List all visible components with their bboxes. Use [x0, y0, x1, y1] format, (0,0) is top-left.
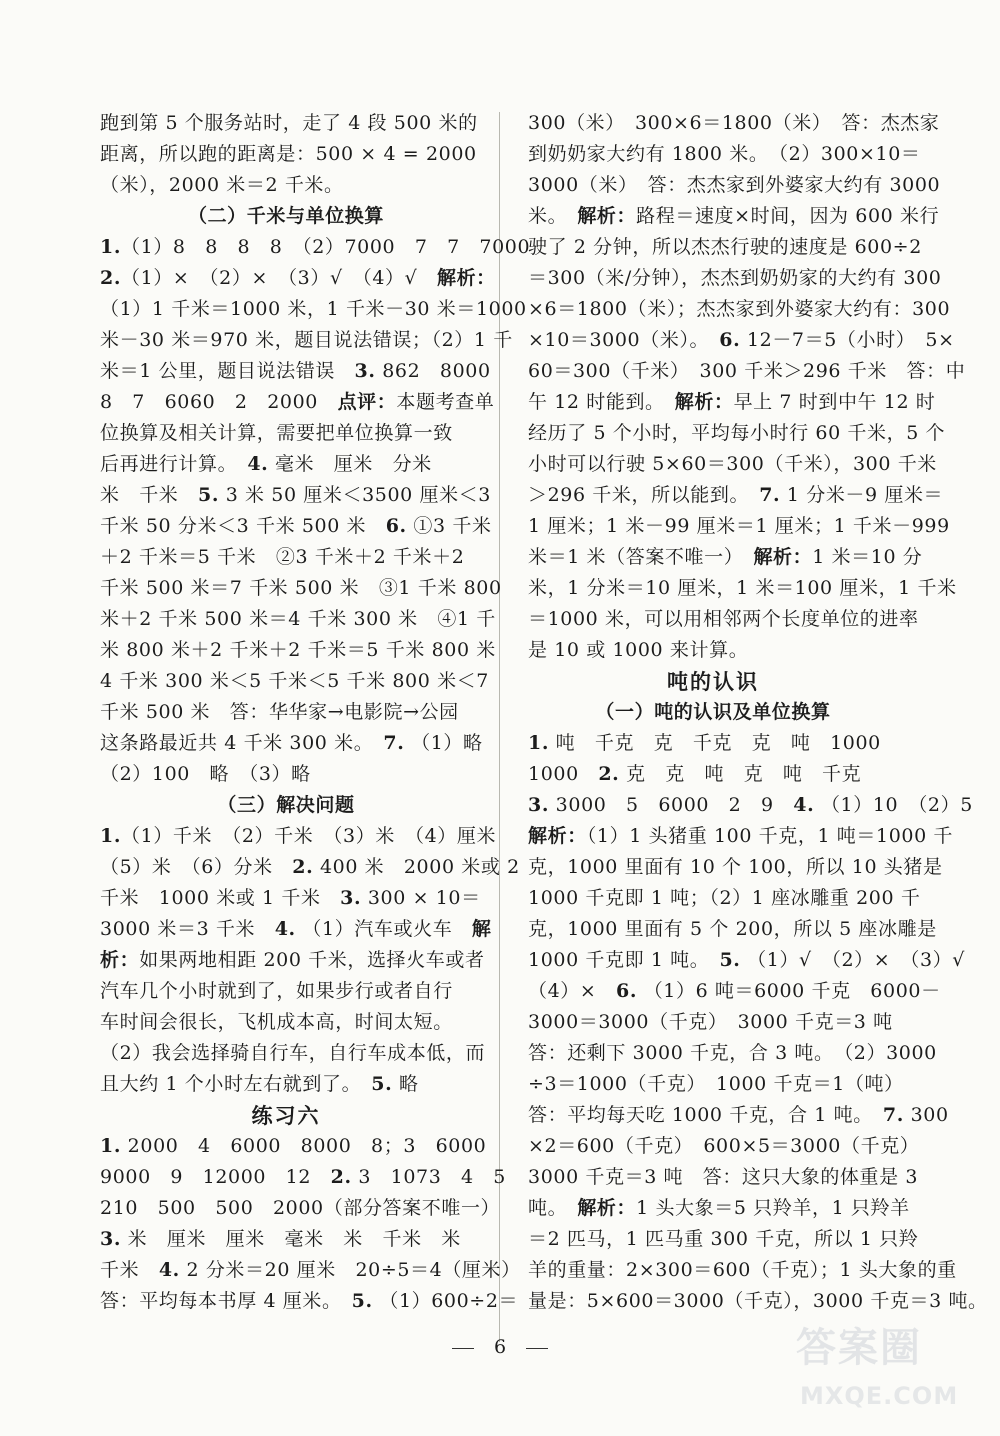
- text-line: [528, 1038, 937, 1069]
- line-text: 米－30 米＝970 米，题目说法错误；（2）1 千: [100, 329, 513, 351]
- line-text: 米。: [528, 205, 578, 227]
- text-line: [100, 883, 481, 914]
- text-line: [100, 1255, 521, 1286]
- text-line: [100, 294, 527, 325]
- line-text: 克，1000 里面有 5 个 200，所以 5 座冰雕是: [528, 918, 937, 940]
- line-text: ×6＝1800（米）；杰杰家到外婆家大约有：300: [528, 298, 951, 320]
- footer-dash-right: [526, 1348, 548, 1349]
- bold-marker: 6.: [719, 329, 741, 351]
- watermark-title: 答案圈: [796, 1325, 922, 1371]
- bold-marker: 解析：: [528, 825, 587, 847]
- subsection-heading: （二）千米与单位换算: [187, 205, 384, 227]
- text-line: [100, 356, 491, 387]
- bold-marker: 解析：: [674, 391, 734, 413]
- line-text: ＞296 千米，所以能到。: [528, 484, 760, 506]
- line-text: 1 头大象＝5 只羚羊，1 只羚羊: [636, 1197, 910, 1219]
- line-text: 后再进行计算。: [100, 453, 248, 475]
- line-text: ×10＝3000（米）。: [528, 329, 720, 351]
- text-line: [528, 821, 953, 852]
- bold-marker: 5.: [351, 1290, 373, 1312]
- line-text: 米 厘米 厘米 毫米 米 千米 米: [121, 1228, 461, 1250]
- bold-marker: 1.: [100, 236, 122, 258]
- line-text: 2 分米＝20 厘米 20÷5＝4（厘米）: [179, 1259, 521, 1281]
- line-text: 1000: [528, 763, 599, 785]
- column-divider: [499, 112, 500, 1342]
- text-line: [528, 356, 966, 387]
- line-text: 答：平均每本书厚 4 厘米。: [100, 1290, 352, 1312]
- line-text: 3 米 50 厘米＜3500 厘米＜3: [219, 484, 491, 506]
- line-text: 12－7＝5（小时） 5×: [740, 329, 955, 351]
- line-text: 如果两地相距 200 千米，选择火车或者: [139, 949, 485, 971]
- text-line: [528, 480, 944, 511]
- text-line: [528, 170, 941, 201]
- page-number: 6: [493, 1336, 507, 1358]
- line-text: 米 千米: [100, 484, 199, 506]
- bold-marker: 点评：: [337, 391, 397, 413]
- line-text: 答：还剩下 3000 千克，合 3 吨。 （2）3000: [528, 1042, 937, 1064]
- bold-marker: 1.: [528, 732, 550, 754]
- line-text: 是 10 或 1000 来计算。: [528, 639, 749, 661]
- line-text: 3 1073 4 5: [351, 1166, 506, 1188]
- bold-marker: 2.: [100, 267, 122, 289]
- line-text: 3000（米） 答：杰杰家到外婆家大约有 3000: [528, 174, 941, 196]
- section-heading: 练习六: [251, 1103, 321, 1128]
- text-line: [100, 511, 492, 542]
- watermark-logo: [778, 1312, 978, 1422]
- text-line: [528, 1193, 910, 1224]
- line-text: 3000 5 6000 2 9: [549, 794, 794, 816]
- line-text: ＝300（米/分钟），杰杰到奶奶家的大约有 300: [528, 267, 942, 289]
- subsection-heading: （一）吨的认识及单位换算: [595, 701, 831, 723]
- text-line: [528, 1224, 919, 1255]
- line-text: 驶了 2 分钟，所以杰杰行驶的速度是 600÷2: [528, 236, 922, 258]
- text-line: [100, 666, 489, 697]
- bold-marker: 4.: [247, 453, 269, 475]
- line-text: （2）100 略 （3）略: [100, 763, 311, 785]
- text-line: [528, 325, 955, 356]
- text-line: [528, 945, 965, 976]
- line-text: 位换算及相关计算，需要把单位换算一致: [100, 422, 453, 444]
- line-text: 距离，所以跑的距离是：500 × 4 = 2000: [100, 143, 477, 165]
- text-line: [100, 945, 485, 976]
- line-text: ＋2 千米＝5 千米 ②3 千米＋2 千米＋2: [100, 546, 465, 568]
- text-line: [528, 387, 936, 418]
- line-text: 本题考查单: [396, 391, 495, 413]
- text-line: [100, 697, 472, 728]
- text-line: [100, 1131, 487, 1162]
- line-text: ×2＝600（千克） 600×5＝3000（千克）: [528, 1135, 920, 1157]
- bold-marker: 2.: [292, 856, 314, 878]
- text-line: [528, 263, 942, 294]
- bold-marker: 4.: [274, 918, 296, 940]
- bold-marker: 3.: [340, 887, 362, 909]
- line-text: 且大约 1 个小时左右就到了。: [100, 1073, 372, 1095]
- bold-marker: 6.: [616, 980, 638, 1002]
- line-text: （1）1 头猪重 100 千克，1 吨＝1000 千: [586, 825, 953, 847]
- left-column: [100, 108, 531, 1317]
- text-line: [100, 1007, 472, 1038]
- line-text: 2000 4 6000 8000 8；3 6000: [121, 1135, 487, 1157]
- text-line: [528, 108, 940, 139]
- bold-marker: 1.: [100, 825, 122, 847]
- line-text: （1）6 吨＝6000 千克 6000－: [637, 980, 941, 1002]
- line-text: 吨。: [528, 1197, 578, 1219]
- text-line: [528, 1131, 920, 1162]
- line-text: 千米 50 分米＜3 千米 500 米: [100, 515, 386, 537]
- line-text: 午 12 时能到。: [528, 391, 675, 413]
- line-text: 克，1000 里面有 10 个 100，所以 10 头猪是: [528, 856, 943, 878]
- line-text: （米），2000 米＝2 千米。: [100, 174, 344, 196]
- bold-marker: 5.: [719, 949, 741, 971]
- text-line: [528, 976, 941, 1007]
- text-line: [528, 728, 898, 759]
- text-line: [528, 883, 921, 914]
- text-line: [100, 914, 492, 945]
- line-text: （1）√ （2）× （3）√: [740, 949, 965, 971]
- bold-marker: 4.: [158, 1259, 180, 1281]
- text-line: [100, 1069, 472, 1100]
- line-text: 略: [392, 1073, 419, 1095]
- line-text: 1000 千克即 1 吨；（2）1 座冰雕重 200 千: [528, 887, 921, 909]
- line-text: 千米: [100, 1259, 159, 1281]
- line-text: 吨 千克 克 千克 克 吨 1000: [549, 732, 881, 754]
- line-text: 60＝300（千米） 300 千米＞296 千米 答：中: [528, 360, 966, 382]
- text-line: [100, 1286, 519, 1317]
- line-text: （1）略: [404, 732, 483, 754]
- line-text: 400 米 2000 米或 2: [313, 856, 520, 878]
- text-line: [100, 728, 483, 759]
- text-line: [100, 852, 520, 883]
- line-text: 米＝1 米（答案不唯一）: [528, 546, 754, 568]
- bold-marker: 3.: [528, 794, 550, 816]
- text-line: [528, 573, 957, 604]
- line-text: （5）米 （6）分米: [100, 856, 293, 878]
- bold-marker: 解析：: [753, 546, 813, 568]
- text-line: [100, 387, 495, 418]
- text-line: [100, 759, 472, 790]
- text-line: [100, 108, 478, 139]
- line-text: ÷3＝1000（千克） 1000 千克＝1（吨）: [528, 1073, 904, 1095]
- line-text: 这条路最近共 4 千米 300 米。: [100, 732, 384, 754]
- bold-marker: 4.: [793, 794, 815, 816]
- line-text: ＝1000 米，可以用相邻两个长度单位的进率: [528, 608, 919, 630]
- text-line: [528, 604, 919, 635]
- bold-marker: 7.: [882, 1104, 904, 1126]
- text-line: [100, 418, 472, 449]
- text-line: [100, 976, 472, 1007]
- subsection-heading: （三）解决问题: [217, 794, 355, 816]
- bold-marker: 1.: [100, 1135, 122, 1157]
- line-text: 300 × 10＝: [361, 887, 481, 909]
- text-line: [528, 232, 922, 263]
- text-line: [100, 1193, 501, 1224]
- bold-marker: 析：: [100, 949, 140, 971]
- line-text: 米，1 分米＝10 厘米，1 米＝100 厘米，1 千米: [528, 577, 957, 599]
- line-text: 米 800 米＋2 千米＋2 千米＝5 千米 800 米: [100, 639, 496, 661]
- line-text: （4）×: [528, 980, 617, 1002]
- bold-marker: 2.: [330, 1166, 352, 1188]
- bold-marker: 3.: [100, 1228, 122, 1250]
- text-line: [528, 1100, 949, 1131]
- line-text: 862 8000: [375, 360, 491, 382]
- text-line: [528, 914, 937, 945]
- right-column: [528, 108, 988, 1317]
- text-line: [100, 1162, 506, 1193]
- text-line: [100, 325, 513, 356]
- line-text: （2）我会选择骑自行车，自行车成本低，而: [100, 1042, 486, 1064]
- line-text: ＝2 匹马，1 匹马重 300 千克，所以 1 只羚: [528, 1228, 919, 1250]
- line-text: （1）8 8 8 8 （2）7000 7 7 7000: [121, 236, 531, 258]
- line-text: 小时可以行驶 5×60＝300（千米），300 千米: [528, 453, 937, 475]
- line-text: （1）600÷2＝: [372, 1290, 519, 1312]
- line-text: 跑到第 5 个服务站时，走了 4 段 500 米的: [100, 112, 478, 134]
- text-line: [100, 542, 472, 573]
- line-text: 1 分米－9 厘米＝: [780, 484, 944, 506]
- text-line: [100, 1224, 472, 1255]
- text-line: [100, 821, 497, 852]
- text-line: [528, 852, 943, 883]
- line-text: 3000＝3000（千克） 3000 千克＝3 吨: [528, 1011, 893, 1033]
- text-line: [100, 573, 502, 604]
- line-text: 210 500 500 2000（部分答案不唯一）: [100, 1197, 501, 1219]
- line-text: 300: [903, 1104, 949, 1126]
- bold-marker: 解析：: [436, 267, 496, 289]
- line-text: 1 米＝10 分: [812, 546, 923, 568]
- line-text: 千米 500 米 答：华华家→电影院→公园: [100, 701, 459, 723]
- text-line: [100, 139, 477, 170]
- bold-marker: 解: [471, 918, 492, 940]
- text-line: [528, 294, 951, 325]
- text-line: [100, 232, 531, 263]
- footer-dash-left: [452, 1348, 474, 1349]
- bold-marker: 3.: [354, 360, 376, 382]
- bold-marker: 6.: [385, 515, 407, 537]
- text-line: [528, 1069, 904, 1100]
- text-line: [528, 542, 923, 573]
- text-line: [528, 635, 898, 666]
- line-text: 到奶奶家大约有 1800 米。 （2）300×10＝: [528, 143, 921, 165]
- text-line: [528, 1255, 957, 1286]
- text-line: [528, 139, 921, 170]
- bold-marker: 5.: [371, 1073, 393, 1095]
- line-text: 3000 千克＝3 吨 答：这只大象的体重是 3: [528, 1166, 919, 1188]
- bold-marker: 7.: [383, 732, 405, 754]
- line-text: 早上 7 时到中午 12 时: [733, 391, 936, 413]
- line-text: 答：平均每天吃 1000 千克，合 1 吨。: [528, 1104, 883, 1126]
- text-line: [100, 170, 472, 201]
- text-line: [528, 790, 973, 821]
- bold-marker: 5.: [198, 484, 220, 506]
- line-text: 克 克 吨 克 吨 千克: [619, 763, 862, 785]
- text-line: [528, 449, 937, 480]
- text-line: [100, 263, 496, 294]
- line-text: 毫米 厘米 分米: [268, 453, 432, 475]
- line-text: 千米 1000 米或 1 千米: [100, 887, 341, 909]
- line-text: 1 厘米；1 米－99 厘米＝1 厘米；1 千米－999: [528, 515, 950, 537]
- bold-marker: 解析：: [577, 1197, 637, 1219]
- text-line: [100, 604, 496, 635]
- text-line: [100, 449, 472, 480]
- line-text: 羊的重量：2×300＝600（千克）；1 头大象的重: [528, 1259, 957, 1281]
- text-line: [528, 1162, 919, 1193]
- line-text: 4 千米 300 米＜5 千米＜5 千米 800 米＜7: [100, 670, 489, 692]
- line-text: 经历了 5 个小时，平均每小时行 60 千米，5 个: [528, 422, 946, 444]
- line-text: ①3 千米: [406, 515, 492, 537]
- line-text: 1000 千克即 1 吨。: [528, 949, 720, 971]
- line-text: 汽车几个小时就到了，如果步行或者自行: [100, 980, 453, 1002]
- line-text: （1）10 （2）5: [814, 794, 973, 816]
- line-text: （1）千米 （2）千米 （3）米 （4）厘米: [121, 825, 497, 847]
- text-line: [528, 418, 946, 449]
- line-text: 9000 9 12000 12: [100, 1166, 331, 1188]
- text-line: [528, 201, 940, 232]
- section-heading: 吨的认识: [667, 669, 759, 694]
- line-text: 米＋2 千米 500 米＝4 千米 300 米 ④1 千: [100, 608, 496, 630]
- line-text: （1）× （2）× （3）√ （4）√: [121, 267, 437, 289]
- text-line: [528, 1007, 898, 1038]
- line-text: 量是：5×600＝3000（千克），3000 千克＝3 吨。: [528, 1290, 988, 1312]
- line-text: 8 7 6060 2 2000: [100, 391, 338, 413]
- text-line: [100, 635, 496, 666]
- line-text: 3000 米＝3 千米: [100, 918, 275, 940]
- line-text: 路程＝速度×时间，因为 600 米行: [636, 205, 940, 227]
- text-line: [100, 1038, 486, 1069]
- bold-marker: 7.: [759, 484, 781, 506]
- line-text: （1）1 千米＝1000 米，1 千米－30 米＝1000: [100, 298, 527, 320]
- bold-marker: 2.: [598, 763, 620, 785]
- text-line: [528, 511, 950, 542]
- line-text: （1）汽车或火车: [295, 918, 472, 940]
- line-text: 300（米） 300×6＝1800（米） 答：杰杰家: [528, 112, 940, 134]
- text-line: [528, 759, 898, 790]
- line-text: 米＝1 公里，题目说法错误: [100, 360, 355, 382]
- text-line: [100, 480, 491, 511]
- bold-marker: 解析：: [577, 205, 637, 227]
- line-text: 车时间会很长，飞机成本高，时间太短。: [100, 1011, 453, 1033]
- line-text: 千米 500 米＝7 千米 500 米 ③1 千米 800: [100, 577, 502, 599]
- watermark-url: MXQE.COM: [800, 1382, 959, 1410]
